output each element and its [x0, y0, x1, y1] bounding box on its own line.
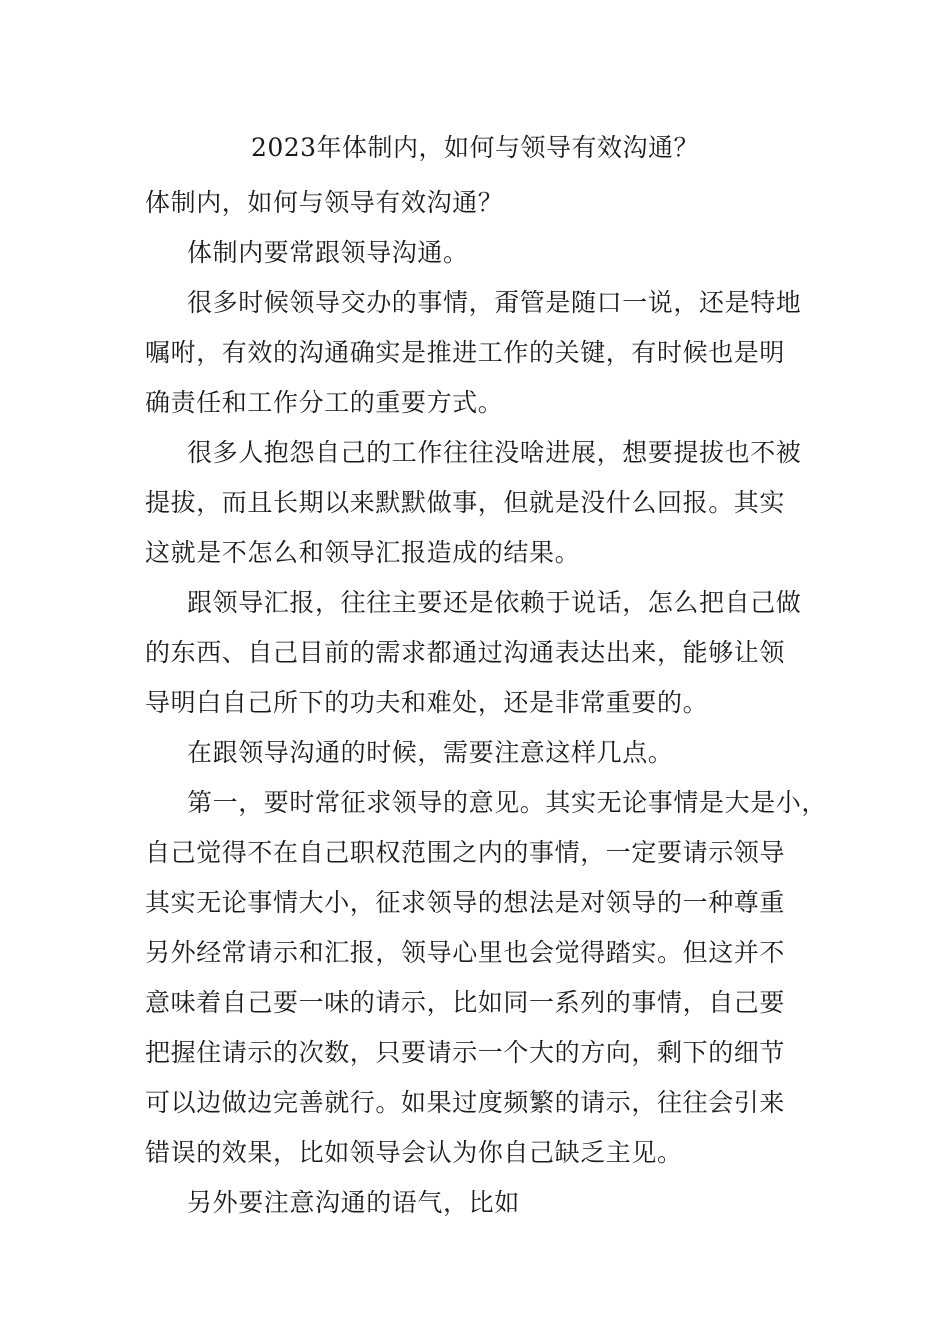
- text-line: 在跟领导沟通的时候，需要注意这样几点。: [187, 738, 674, 767]
- text-line: 把握住请示的次数，只要请示一个大的方向，剩下的细节: [145, 1038, 786, 1067]
- text-line: 跟领导汇报，往往主要还是依赖于说话，怎么把自己做: [187, 588, 802, 617]
- text-line: 很多人抱怨自己的工作往往没啥进展，想要提拔也不被: [187, 438, 802, 467]
- text-line: 自己觉得不在自己职权范围之内的事情，一定要请示领导: [145, 838, 786, 867]
- text-line: 另外要注意沟通的语气，比如: [187, 1188, 520, 1217]
- text-line: 体制内，如何与领导有效沟通？: [145, 188, 504, 217]
- text-line: 意味着自己要一味的请示，比如同一系列的事情，自己要: [145, 988, 786, 1017]
- document-body: [145, 178, 835, 1228]
- document-title: 2023年体制内，如何与领导有效沟通？: [250, 133, 700, 162]
- text-line: 第一，要时常征求领导的意见。其实无论事情是大是小，: [187, 788, 828, 817]
- text-line: 嘱咐，有效的沟通确实是推进工作的关键，有时候也是明: [145, 338, 786, 367]
- text-line: 可以边做边完善就行。如果过度频繁的请示，往往会引来: [145, 1088, 786, 1117]
- text-line: 很多时候领导交办的事情，甭管是随口一说，还是特地: [187, 288, 802, 317]
- text-line: 导明白自己所下的功夫和难处，还是非常重要的。: [145, 688, 709, 717]
- text-line: 确责任和工作分工的重要方式。: [145, 388, 504, 417]
- text-line: 提拔，而且长期以来默默做事，但就是没什么回报。其实: [145, 488, 786, 517]
- text-line: 这就是不怎么和领导汇报造成的结果。: [145, 538, 581, 567]
- text-line: 的东西、自己目前的需求都通过沟通表达出来，能够让领: [145, 638, 786, 667]
- text-line: 体制内要常跟领导沟通。: [187, 238, 469, 267]
- text-line: 另外经常请示和汇报，领导心里也会觉得踏实。但这并不: [145, 938, 786, 967]
- text-line: 错误的效果，比如领导会认为你自己缺乏主见。: [145, 1138, 683, 1167]
- text-line: 其实无论事情大小，征求领导的想法是对领导的一种尊重: [145, 888, 786, 917]
